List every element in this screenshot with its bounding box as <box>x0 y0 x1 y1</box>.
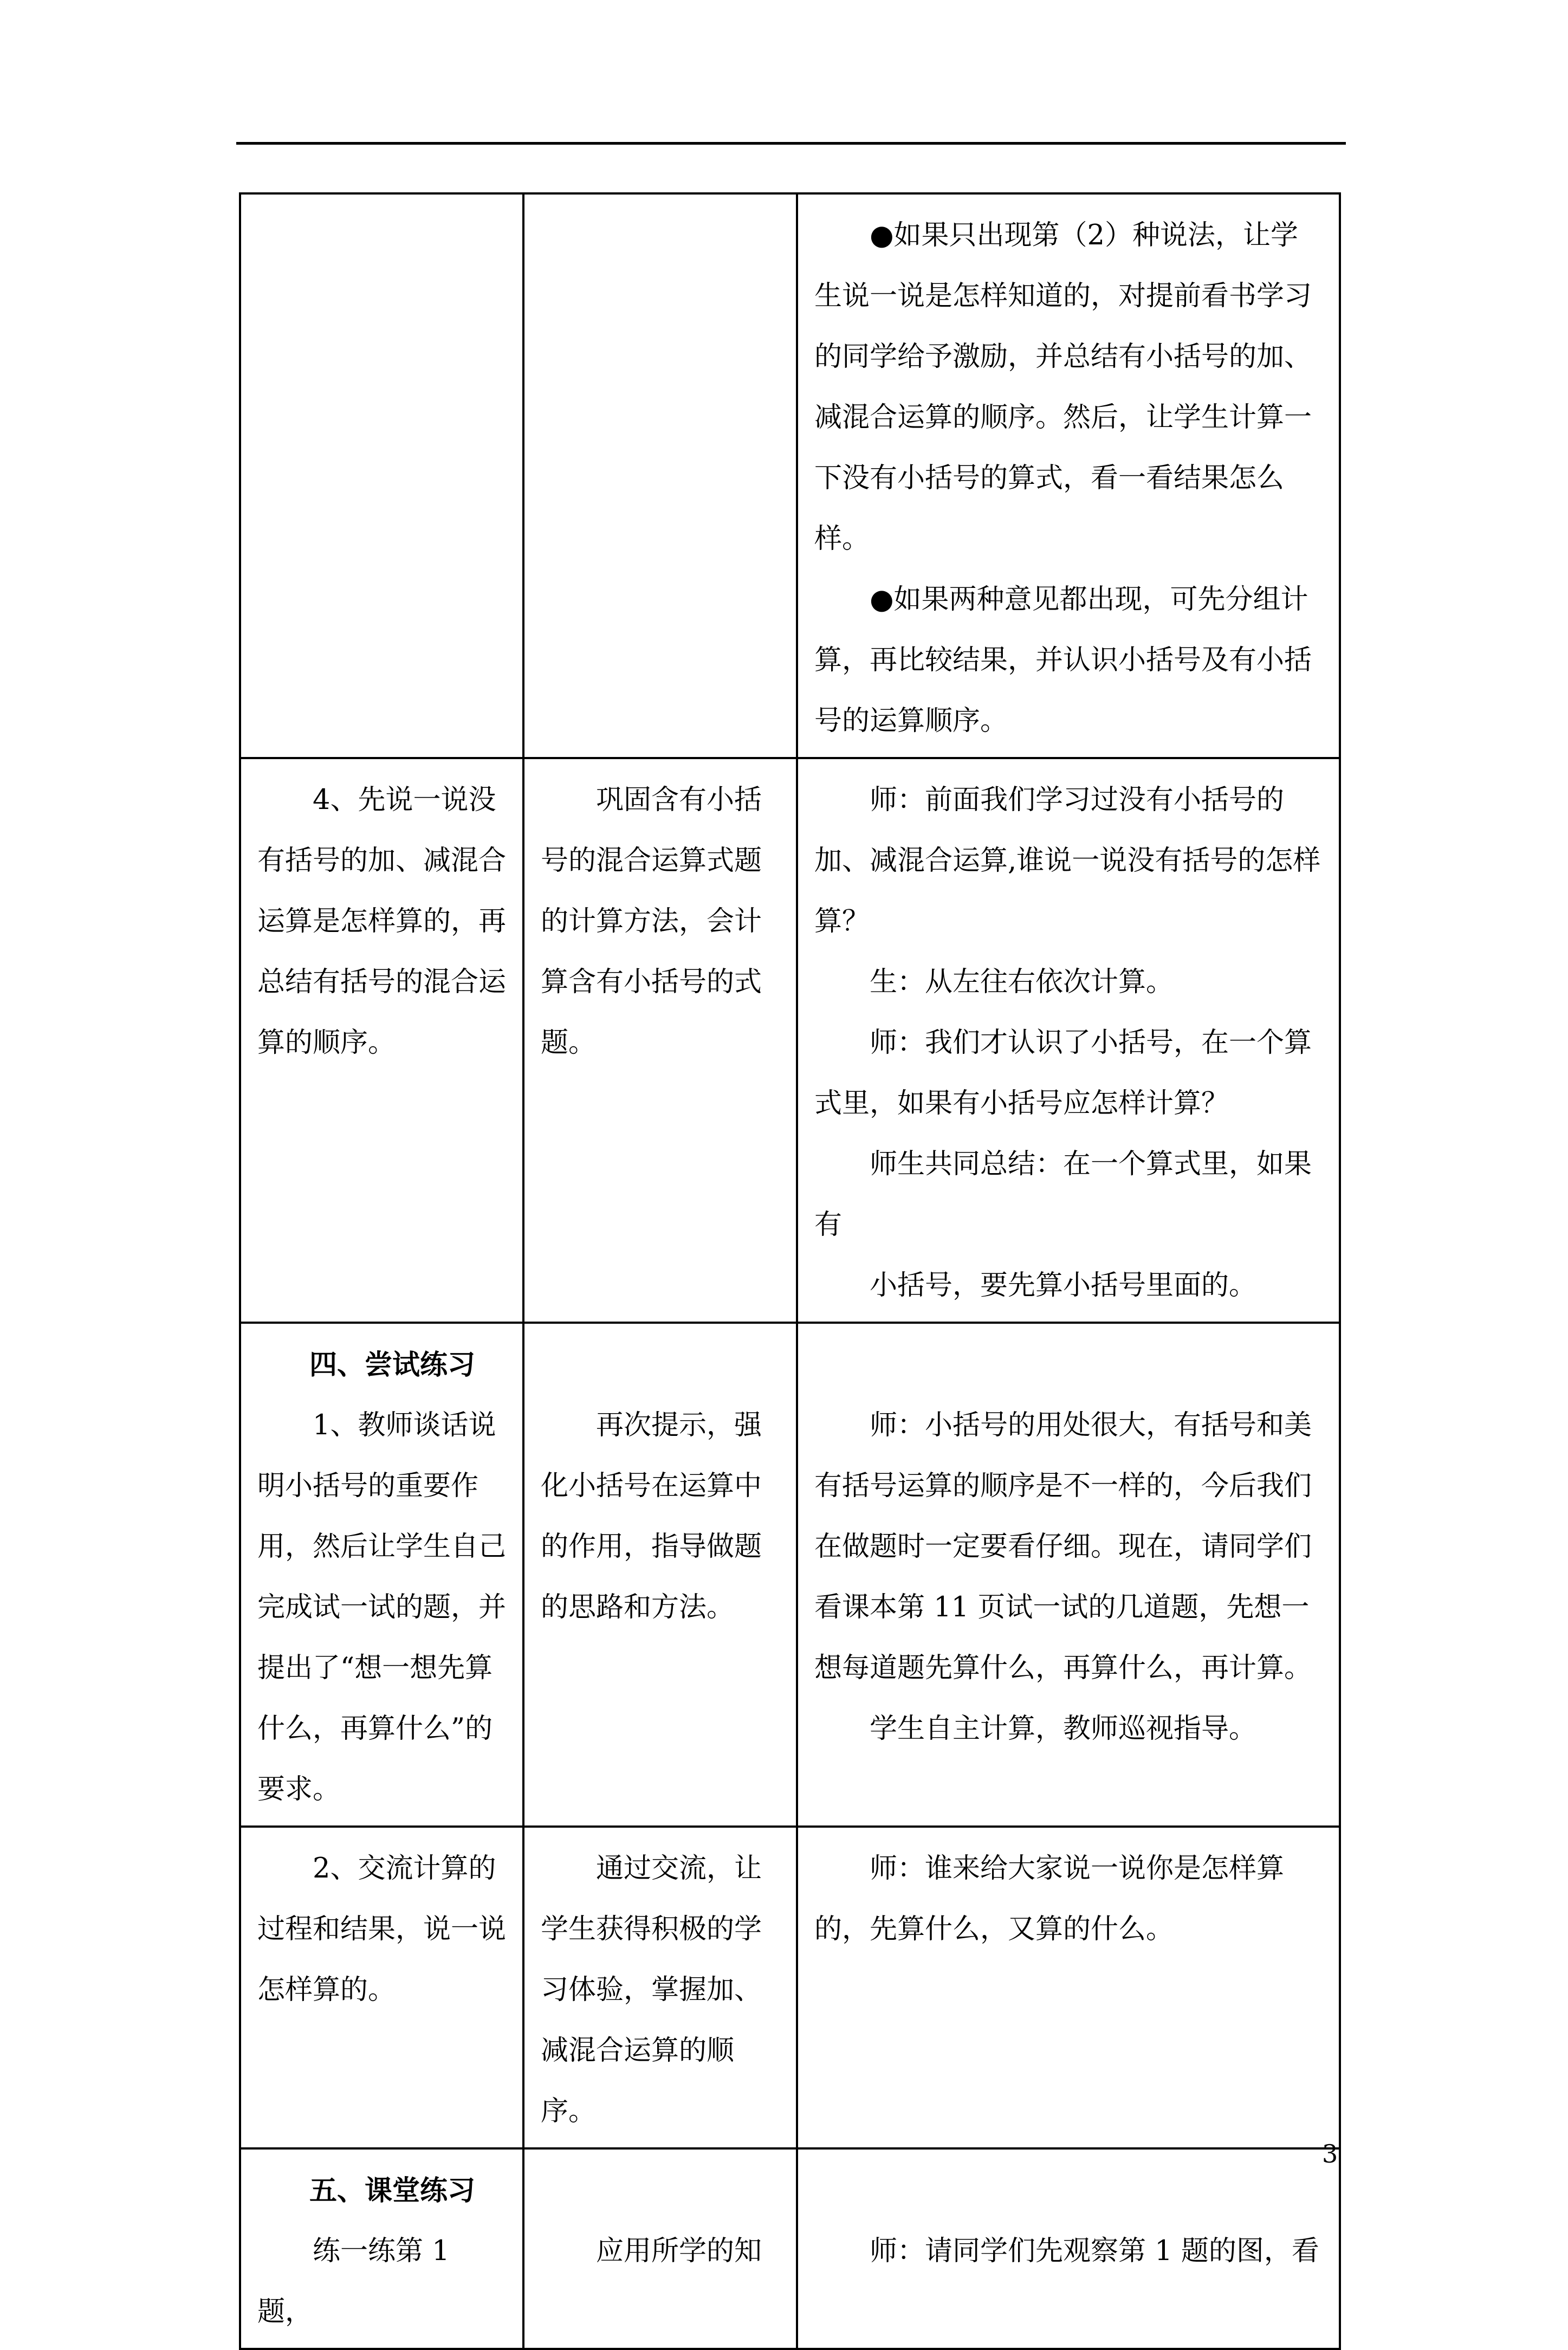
header-rule <box>236 142 1346 145</box>
activity-cell <box>240 193 523 758</box>
activity-cell <box>240 1323 523 1827</box>
intent-cell <box>523 758 797 1323</box>
lesson-plan-table <box>239 192 1341 2350</box>
process-cell <box>797 1827 1340 2148</box>
process-paragraph: 师：我们才认识了小括号，在一个算式里，如果有小括号应怎样计算？ <box>814 1027 1312 1119</box>
section-heading: 五、课堂练习 <box>309 2174 476 2207</box>
activity-cell <box>240 758 523 1323</box>
process-paragraph: ●如果两种意见都出现，可先分组计算，再比较结果，并认识小括号及有小括号的运算顺序。 <box>814 584 1312 737</box>
intent-paragraph: 再次提示，强化小括号在运算中的作用，指导做题的思路和方法。 <box>541 1409 762 1623</box>
intent-cell <box>523 1827 797 2148</box>
intent-cell <box>523 1323 797 1827</box>
activity-cell <box>240 2148 523 2349</box>
process-paragraph: 师：请同学们先观察第 1 题的图，看 <box>870 2235 1319 2267</box>
process-paragraph: 师：前面我们学习过没有小括号的加、减混合运算,谁说一说没有括号的怎样算？ <box>814 784 1321 937</box>
table-row <box>240 1323 1340 1827</box>
process-cell <box>797 193 1340 758</box>
process-paragraph: 生：从左往右依次计算。 <box>870 966 1174 998</box>
intent-paragraph: 应用所学的知 <box>596 2235 762 2267</box>
page-number: 3 <box>1322 2139 1338 2168</box>
process-cell <box>797 2148 1340 2349</box>
intent-cell <box>523 2148 797 2349</box>
intent-paragraph: 通过交流，让学生获得积极的学习体验，掌握加、减混合运算的顺序。 <box>541 1853 762 2127</box>
process-paragraph: 师：谁来给大家说一说你是怎样算的，先算什么，又算的什么。 <box>814 1853 1285 1945</box>
table-row <box>240 758 1340 1323</box>
activity-paragraph: 2、交流计算的过程和结果，说一说怎样算的。 <box>257 1853 507 2006</box>
activity-paragraph: 练一练第 1 题， <box>257 2235 450 2328</box>
process-cell <box>797 1323 1340 1827</box>
intent-cell <box>523 193 797 758</box>
intent-paragraph: 巩固含有小括号的混合运算式题的计算方法，会计算含有小括号的式题。 <box>541 784 762 1059</box>
process-paragraph: 师：小括号的用处很大，有括号和美有括号运算的顺序是不一样的，今后我们在做题时一定要看仔细。现在，请同学们看课本第 11 页试一试的几道题，先想一想每道题先算什么，再算什么，再计算。 <box>814 1409 1312 1684</box>
activity-paragraph: 1、教师谈话说明小括号的重要作用，然后让学生自己完成试一试的题，并提出了“想一想先算什么，再算什么”的要求。 <box>257 1409 507 1805</box>
process-cell <box>797 758 1340 1323</box>
activity-paragraph: 4、先说一说没有括号的加、减混合运算是怎样算的，再总结有括号的混合运算的顺序。 <box>257 784 507 1059</box>
table-row <box>240 193 1340 758</box>
table-row <box>240 2148 1340 2349</box>
section-heading: 四、尝试练习 <box>309 1349 476 1381</box>
process-paragraph: ●如果只出现第（2）种说法，让学生说一说是怎样知道的，对提前看书学习的同学给予激励，并总结有小括号的加、减混合运算的顺序。然后，让学生计算一下没有小括号的算式，看一看结果怎么样。 <box>814 219 1312 555</box>
process-paragraph: 小括号，要先算小括号里面的。 <box>870 1270 1257 1302</box>
table-row <box>240 1827 1340 2148</box>
activity-cell <box>240 1827 523 2148</box>
process-paragraph: 师生共同总结：在一个算式里，如果有 <box>814 1148 1312 1241</box>
process-paragraph: 学生自主计算，教师巡视指导。 <box>870 1713 1257 1745</box>
